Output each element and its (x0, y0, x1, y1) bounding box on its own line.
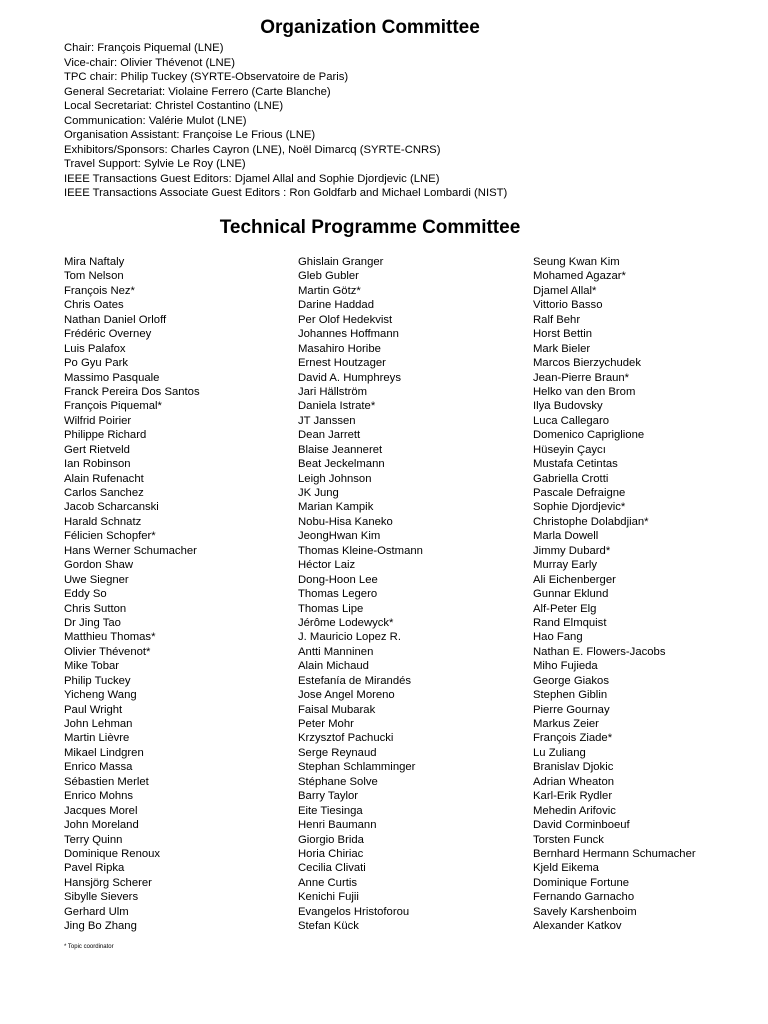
organization-committee-line: Communication: Valérie Mulot (LNE) (64, 114, 247, 127)
committee-member: Nathan Daniel Orloff (64, 313, 167, 326)
committee-member: Paul Wright (64, 703, 123, 716)
committee-member: Philip Tuckey (64, 674, 131, 687)
committee-member: Johannes Hoffmann (298, 328, 399, 341)
committee-member: Jacob Scharcanski (64, 501, 159, 514)
committee-member: Martin Götz* (298, 284, 361, 297)
committee-member: Lu Zuliang (533, 746, 586, 759)
committee-member: Stefan Kück (298, 920, 359, 933)
organization-committee-line: Chair: François Piquemal (LNE) (64, 42, 224, 54)
committee-member: Alain Rufenacht (64, 472, 144, 485)
committee-member: Wilfrid Poirier (64, 414, 132, 427)
committee-member: Thomas Legero (298, 588, 378, 601)
committee-member: François Ziade* (533, 732, 613, 745)
committee-member: Rand Elmquist (533, 616, 607, 629)
organization-committee-list (64, 41, 507, 201)
committee-member: Seung Kwan Kim (533, 256, 620, 268)
committee-member: Daniela Istrate* (298, 400, 376, 413)
committee-member: Jari Hällström (298, 385, 368, 398)
committee-member: Sibylle Sievers (64, 891, 139, 904)
committee-member: Blaise Jeanneret (298, 443, 383, 456)
committee-member: Enrico Mohns (64, 790, 134, 803)
organization-committee-line: Organisation Assistant: Françoise Le Frious (LNE) (64, 129, 316, 141)
committee-member: Karl-Erik Rydler (533, 790, 613, 803)
committee-member: Stéphane Solve (298, 775, 378, 788)
committee-member: Gabriella Crotti (533, 472, 609, 485)
committee-member: Yicheng Wang (64, 689, 137, 702)
committee-member: Pascale Defraigne (533, 487, 626, 499)
committee-member: Nathan E. Flowers-Jacobs (533, 645, 666, 658)
organization-committee-line: Local Secretariat: Christel Costantino (LNE) (64, 100, 284, 112)
committee-member: JT Janssen (298, 414, 356, 427)
organization-committee-line: General Secretariat: Violaine Ferrero (Carte Blanche) (64, 85, 331, 98)
committee-member: Faisal Mubarak (298, 703, 376, 716)
committee-member: Branislav Djokic (533, 761, 614, 774)
committee-member: Cecilia Clivati (298, 862, 366, 875)
committee-member: Dr Jing Tao (64, 616, 121, 629)
committee-member: Horst Bettin (533, 328, 593, 341)
committee-member: Darine Haddad (298, 299, 374, 312)
committee-member: Luis Palafox (64, 342, 126, 355)
committee-member: Kjeld Eikema (533, 862, 599, 875)
committee-member: Christophe Dolabdjian* (533, 515, 649, 528)
committee-member: Helko van den Brom (533, 385, 636, 398)
committee-member: Jing Bo Zhang (64, 920, 137, 933)
committee-member: Horia Chiriac (298, 847, 364, 860)
committee-member: Alain Michaud (298, 660, 369, 673)
committee-member: Krzysztof Pachucki (298, 732, 394, 745)
committee-member: François Nez* (64, 284, 135, 297)
organization-committee-line: IEEE Transactions Associate Guest Editors : Ron Goldfarb and Michael Lombardi (NIST) (64, 187, 508, 199)
committee-member: Mira Naftaly (64, 256, 125, 268)
committee-member: Jacques Morel (64, 804, 138, 817)
committee-member: Stephan Schlamminger (298, 761, 416, 774)
committee-member: Gleb Gubler (298, 270, 359, 283)
committee-member: Bernhard Hermann Schumacher (533, 847, 696, 860)
committee-member: Olivier Thévenot* (64, 645, 151, 658)
committee-member: Eite Tiesinga (298, 804, 363, 817)
committee-member: Thomas Lipe (298, 602, 364, 615)
committee-member: Hao Fang (533, 631, 583, 644)
committee-member: Sébastien Merlet (64, 775, 149, 788)
committee-member: Antti Manninen (298, 645, 374, 658)
committee-member: Ralf Behr (533, 313, 581, 326)
committee-member: Dean Jarrett (298, 429, 361, 442)
technical-programme-committee-title: Technical Programme Committee (219, 217, 521, 238)
committee-member: François Piquemal* (64, 400, 162, 413)
committee-member: David A. Humphreys (298, 371, 401, 384)
committee-member: Evangelos Hristoforou (298, 905, 410, 918)
committee-member: Sophie Djordjevic* (533, 501, 626, 514)
committee-member: Stephen Giblin (533, 689, 608, 702)
committee-member: Markus Zeier (533, 718, 599, 730)
organization-committee-line: TPC chair: Philip Tuckey (SYRTE-Observatoire de Paris) (64, 71, 349, 83)
committee-member: Eddy So (64, 588, 107, 601)
committee-member: Franck Pereira Dos Santos (64, 385, 200, 398)
committee-member: Fernando Garnacho (533, 891, 635, 904)
organization-committee-title: Organization Committee (260, 17, 480, 38)
committee-member: Jean-Pierre Braun* (533, 371, 630, 384)
committee-member: Matthieu Thomas* (64, 631, 156, 644)
committee-member: Pierre Gournay (533, 703, 610, 716)
committee-member: Chris Oates (64, 299, 124, 312)
committee-member: George Giakos (533, 674, 609, 687)
committee-member: Murray Early (533, 559, 598, 572)
committee-member: Alf-Peter Elg (533, 602, 597, 615)
committee-member: Per Olof Hedekvist (298, 313, 393, 326)
tpc-column-2 (298, 255, 423, 934)
committee-member: Henri Baumann (298, 819, 377, 832)
organization-committee-line: Vice-chair: Olivier Thévenot (LNE) (64, 56, 235, 69)
committee-member: Po Gyu Park (64, 357, 129, 370)
committee-member: Vittorio Basso (533, 299, 603, 312)
committee-member: Gunnar Eklund (533, 588, 609, 601)
committee-member: Leigh Johnson (298, 472, 372, 485)
committee-member: Gordon Shaw (64, 559, 134, 572)
committee-member: Ghislain Granger (298, 256, 384, 268)
committee-member: Alexander Katkov (533, 920, 622, 933)
committee-member: Hansjörg Scherer (64, 876, 152, 889)
committee-member: Gert Rietveld (64, 443, 130, 456)
committee-member: Beat Jeckelmann (298, 458, 385, 471)
committee-member: Frédéric Overney (64, 328, 152, 341)
committee-member: Mehedin Arifovic (533, 804, 616, 817)
committee-member: Masahiro Horibe (298, 342, 381, 355)
committee-member: Marla Dowell (533, 530, 599, 543)
committee-member: Marcos Bierzychudek (533, 357, 641, 370)
committee-member: David Corminboeuf (533, 819, 630, 832)
committee-member: JK Jung (298, 487, 339, 499)
committee-member: Ian Robinson (64, 458, 131, 471)
committee-member: Uwe Siegner (64, 573, 129, 586)
committee-member: Mark Bieler (533, 342, 591, 355)
committee-member: Djamel Allal* (533, 284, 597, 297)
committee-member: Adrian Wheaton (533, 775, 615, 788)
committee-member: Mustafa Cetintas (533, 458, 618, 471)
committee-member: Ilya Budovsky (533, 400, 603, 413)
committee-member: Terry Quinn (64, 833, 123, 846)
committee-member: Mike Tobar (64, 660, 120, 673)
committee-member: Enrico Massa (64, 761, 133, 774)
committee-member: Hüseyin Çaycı (533, 443, 606, 456)
committee-member: Martin Lièvre (64, 732, 130, 745)
committee-member: Luca Callegaro (533, 414, 609, 427)
committee-member: Peter Mohr (298, 718, 354, 730)
committee-member: Domenico Capriglione (533, 429, 645, 442)
committee-member: Anne Curtis (298, 876, 358, 889)
committee-member: Jérôme Lodewyck* (298, 616, 394, 629)
committee-member: J. Mauricio Lopez R. (298, 631, 401, 644)
committee-member: John Moreland (64, 819, 139, 832)
committee-member: Thomas Kleine-Ostmann (298, 544, 423, 557)
committee-member: Jimmy Dubard* (533, 544, 611, 557)
committee-member: Giorgio Brida (298, 833, 364, 846)
committee-member: Héctor Laiz (298, 559, 356, 572)
committee-member: Mikael Lindgren (64, 746, 144, 759)
committee-member: Carlos Sanchez (64, 487, 144, 499)
committee-member: Marian Kampik (298, 501, 374, 514)
committee-member: Ali Eichenberger (533, 573, 616, 586)
tpc-column-3 (533, 255, 696, 934)
organization-committee-line: Exhibitors/Sponsors: Charles Cayron (LNE), Noël Dimarcq (SYRTE-CNRS) (64, 143, 441, 156)
committee-member: Kenichi Fujii (298, 891, 359, 904)
tpc-column-1 (64, 255, 200, 934)
committee-member: Serge Reynaud (298, 746, 377, 759)
committee-member: Gerhard Ulm (64, 905, 129, 918)
committee-member: Hans Werner Schumacher (64, 544, 197, 557)
committee-member: Philippe Richard (64, 429, 147, 442)
committee-member: Dominique Renoux (64, 847, 161, 860)
committee-member: Chris Sutton (64, 602, 127, 615)
committee-member: JeongHwan Kim (298, 530, 381, 543)
committee-member: Tom Nelson (64, 270, 124, 283)
committee-member: Harald Schnatz (64, 515, 142, 528)
committee-member: Dong-Hoon Lee (298, 573, 378, 586)
committee-member: Pavel Ripka (64, 862, 125, 875)
committee-member: Miho Fujieda (533, 660, 598, 673)
committee-member: Nobu-Hisa Kaneko (298, 515, 393, 528)
committee-member: Savely Karshenboim (533, 905, 637, 918)
organization-committee-line: Travel Support: Sylvie Le Roy (LNE) (64, 158, 246, 170)
committee-member: Estefanía de Mirandés (298, 674, 412, 687)
committee-member: Barry Taylor (298, 790, 359, 803)
committee-member: Ernest Houtzager (298, 357, 386, 370)
footnote-topic-coordinator: * Topic coordinator (64, 944, 114, 950)
committee-member: Dominique Fortune (533, 876, 630, 889)
committee-member: Jose Angel Moreno (298, 689, 395, 702)
committee-member: Massimo Pasquale (64, 371, 160, 384)
organization-committee-line: IEEE Transactions Guest Editors: Djamel Allal and Sophie Djordjevic (LNE) (64, 172, 440, 185)
committee-member: Torsten Funck (533, 833, 604, 846)
committee-member: Mohamed Agazar* (533, 270, 626, 283)
committee-member: John Lehman (64, 718, 133, 730)
committee-member: Félicien Schopfer* (64, 530, 156, 543)
